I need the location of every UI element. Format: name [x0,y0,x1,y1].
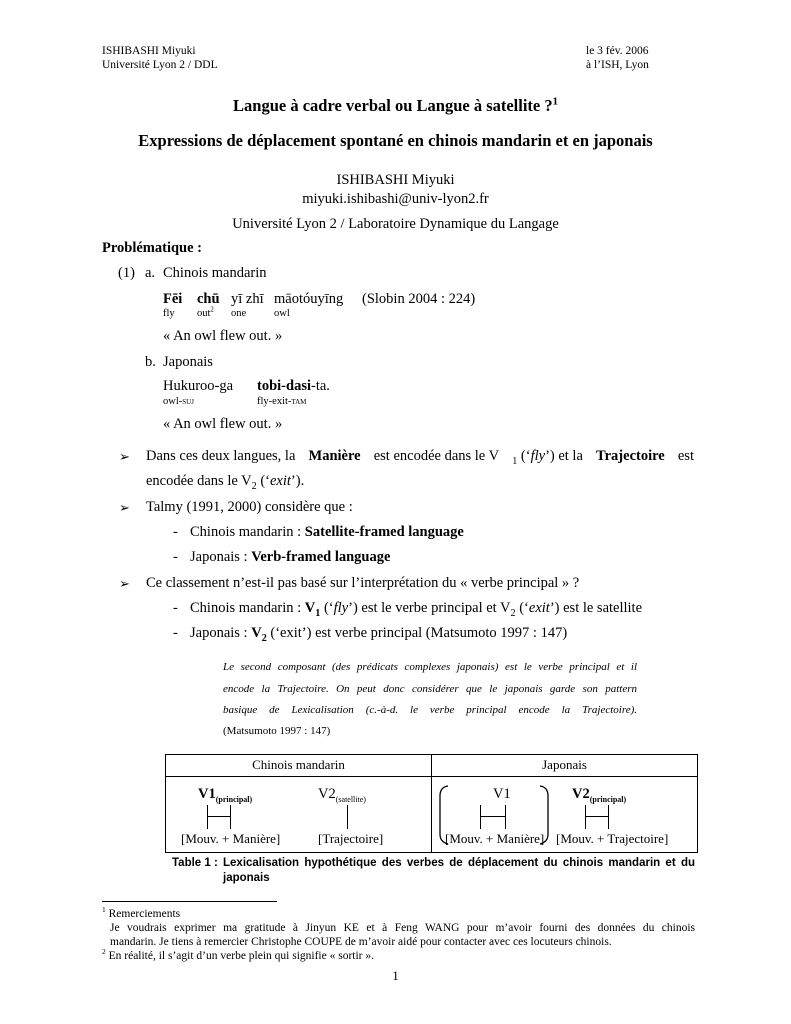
example-a-gloss-owl: owl [274,308,290,319]
example-a-label: a. [145,265,156,281]
example-b-gloss-1: owl-suj [163,396,194,407]
table-ja-v1: V1 [493,786,511,802]
bullet-1-line-2: encodée dans le $V_2$ (‘exit’). [146,473,305,492]
example-a-gloss-one: one [231,308,247,319]
table-zh-box-path: [Trajectoire] [318,831,384,846]
table-caption-line-1: Lexicalisation hypothétique des verbes de déplacement du chinois mandarin et du [223,857,695,869]
example-b-word-hukuroo: Hukuroo-ga [163,378,234,394]
example-a-title: Chinois mandarin [163,265,267,281]
table-ja-box-path: [Mouv. + Trajectoire] [556,831,669,846]
author-lab: Université Lyon 2 / Laboratoire Dynamique du Langage [232,216,559,232]
header-place: à l’ISH, Lyon [586,59,649,71]
example-a-word-fei: Fēi [163,291,183,307]
example-b-word-tobidasi: tobi-dasi-ta. [257,378,330,394]
bullet-2: Talmy (1991, 2000) considère que : [146,499,353,515]
footnote-ref-1: 1 [552,95,558,108]
example-a-word-yizhi: yī zhī [231,291,264,307]
author-email: miyuki.ishibashi@univ-lyon2.fr [302,191,489,207]
table-zh-v2: $V2_{(satellite)}$ [318,786,366,804]
example-a-translation: « An owl flew out. » [163,328,283,344]
bullet-arrow-icon: ➢ [119,576,130,591]
header-author: ISHIBASHI Miyuki [102,45,196,57]
page-number: 1 [392,968,399,983]
bullet-3-sub-2: Japonais : $V_2$ (‘exit’) est verbe principal (Matsumoto 1997 : 147) [190,625,568,644]
table-header-japanese: Japonais [542,757,587,772]
dash: - [173,524,178,540]
quote-line-1: Le second composant (des prédicats complexes japonais) est le verbe principal et il [223,661,637,673]
dash: - [173,625,178,641]
bullet-3: Ce classement n’est-il pas basé sur l’interprétation du « verbe principal » ? [146,575,580,591]
footnote-1-line-1: Je voudrais exprimer ma gratitude à Jinyun KE et à Feng WANG pour m’avoir fourni des données du chinois [110,922,695,934]
problem-heading: Problématique : [102,240,203,256]
table-caption-line-2: japonais [223,872,270,884]
table-ja-box-manner: [Mouv. + Manière] [445,831,545,846]
example-a-source: (Slobin 2004 : 224) [362,291,476,307]
header-affiliation: Université Lyon 2 / DDL [102,59,218,71]
header-date: le 3 fév. 2006 [586,45,649,57]
bullet-arrow-icon: ➢ [119,449,130,464]
quote-citation: (Matsumoto 1997 : 147) [223,725,331,737]
dash: - [173,549,178,565]
example-a-gloss-fly: fly [163,308,175,319]
example-number: (1) [118,265,135,281]
bullet-arrow-icon: ➢ [119,500,130,515]
title-line-2: Expressions de déplacement spontané en chinois mandarin et en japonais [138,131,653,150]
example-b-gloss-2: fly-exit-tam [257,396,307,407]
footnote-1-title: $^1$ Remerciements [102,905,181,920]
table-header-chinese: Chinois mandarin [252,757,345,772]
table-zh-box-manner: [Mouv. + Manière] [181,831,281,846]
quote-line-3: basique de Lexicalisation (c.-à-d. le verbe principal encode la Trajectoire). [223,704,637,716]
footnote-2: $^2$ En réalité, il s’agit d’un verbe plein qui signifie « sortir ». [102,947,375,962]
table-ja-v2: $V2_{(principal)}$ [572,786,627,804]
table-caption-label: Table 1 : [172,857,218,869]
dash: - [173,600,178,616]
bullet-3-sub-1: Chinois mandarin : $V_1$ (‘fly’) est le verbe principal et $V_2$ (‘exit’) est le satellite [190,600,643,619]
footnote-separator [102,901,277,902]
footnote-1-line-2: mandarin. Je tiens à remercier Christophe COUPE de m’avoir aidé pour contacter avec ces locuteurs chinois. [110,936,612,948]
bullet-1-line-1: Dans ces deux langues, la Manière est encodée dans le V $_1$ (‘fly’) et la Trajectoire est [146,448,694,467]
quote-line-2: encode la Trajectoire. On peut donc considérer que le japonais garde son pattern [223,683,637,695]
title-line-1: Langue à cadre verbal ou Langue à satellite ?$^1$ [233,95,558,115]
example-a-word-maotouying: māotóuyīng [274,291,344,307]
example-a-gloss-out: out$^2$ [197,306,214,319]
bullet-2-sub-2: Japonais : Verb-framed language [190,549,391,565]
example-b-label: b. [145,354,156,370]
example-a-word-chu: chū [197,291,220,307]
bullet-2-sub-1: Chinois mandarin : Satellite-framed language [190,524,464,540]
table-zh-v1: $V1_{(principal)}$ [198,786,253,804]
example-b-title: Japonais [163,354,213,370]
example-b-translation: « An owl flew out. » [163,416,283,432]
author-name: ISHIBASHI Miyuki [336,172,455,188]
